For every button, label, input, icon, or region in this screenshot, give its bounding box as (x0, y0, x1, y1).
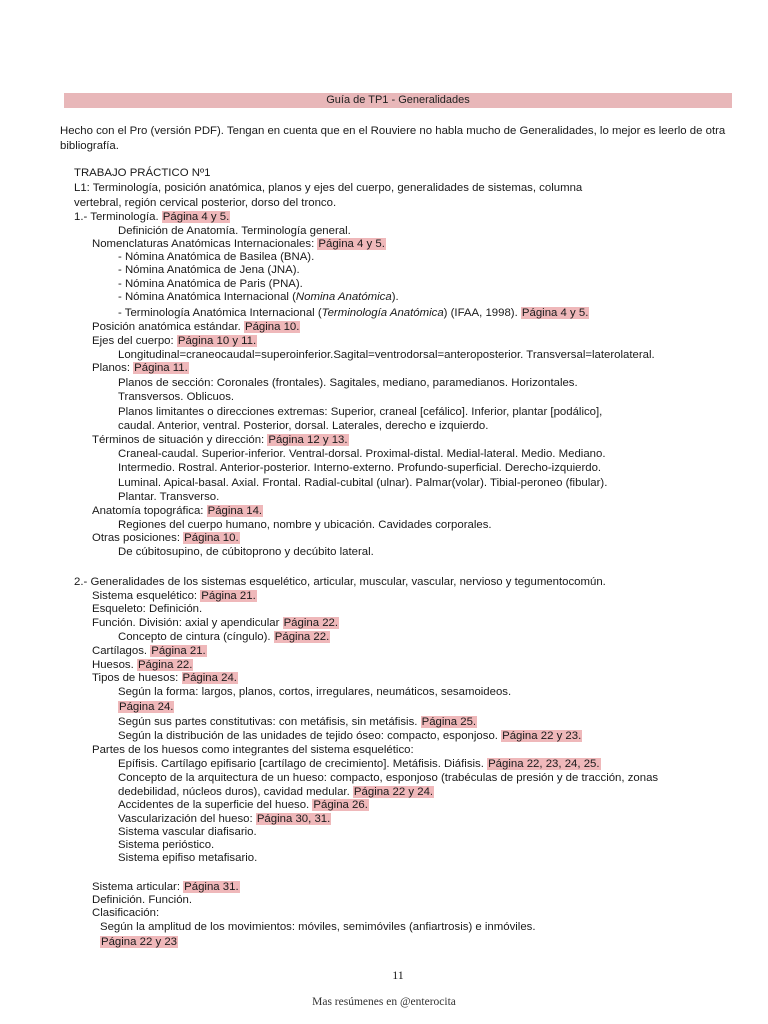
text-line (118, 825, 257, 839)
text-segment: Planos limitantes o direcciones extremas: Superior, craneal [cefálico]. Inferior, plantar [podálico], (118, 406, 603, 418)
text-segment: Epífisis. Cartílago epifisario [cartílago de crecimiento]. Metáfisis. Diáfisis. (118, 758, 488, 770)
text-line (118, 224, 351, 238)
text-line (92, 433, 349, 447)
text-line (74, 575, 606, 589)
text-line (92, 237, 386, 251)
page-reference-highlight: Página 4 y 5. (521, 307, 589, 319)
text-segment: Nomenclaturas Anatómicas Internacionales: (92, 238, 318, 250)
text-segment: Posición anatómica estándar. (92, 321, 244, 333)
text-line (92, 880, 240, 894)
text-segment: Tipos de huesos: (92, 672, 182, 684)
text-line (92, 602, 202, 616)
page-reference-highlight: Página 22 y 24. (353, 786, 434, 798)
text-line (118, 490, 219, 504)
page-reference-highlight: Página 10. (244, 321, 300, 333)
page-reference-highlight: Página 4 y 5. (162, 211, 230, 223)
page-reference-highlight: Página 21. (201, 590, 256, 602)
text-segment: Según sus partes constitutivas: con metáfisis, sin metáfisis. (118, 716, 421, 728)
page-reference-highlight: Página 31. (184, 881, 239, 893)
page-reference-highlight: Página 22. (274, 631, 330, 643)
text-line (92, 644, 207, 658)
text-segment: Craneal-caudal. Superior-inferior. Ventral-dorsal. Proximal-distal. Medial-lateral. Medio. Mediano. (118, 448, 606, 460)
text-line (92, 504, 263, 518)
text-segment: Anatomía topográfica: (92, 505, 207, 517)
page-reference-highlight: Página 22 y 23 (101, 936, 177, 948)
text-line (92, 658, 193, 672)
text-segment: Según la amplitud de los movimientos: móviles, semimóviles (anfiartrosis) e inmóviles. (100, 921, 536, 933)
intro-paragraph: Hecho con el Pro (versión PDF). Tengan en cuenta que en el Rouviere no habla mucho de Generalidades, lo mejor es leerlo de otra bibliografía. (60, 125, 726, 152)
page-reference-highlight: Página 22. (283, 617, 339, 629)
page-reference-highlight: Página 22. (137, 659, 193, 671)
text-line (118, 518, 492, 532)
text-segment: Sistema articular: (92, 881, 184, 893)
text-line (118, 348, 655, 362)
text-line (118, 798, 369, 812)
page-number: 11 (392, 968, 404, 982)
page-reference-highlight: Página 10 y 11. (177, 335, 257, 347)
text-segment: Longitudinal (118, 349, 180, 361)
page-reference-highlight: Página 4 y 5. (318, 238, 385, 250)
page-reference-highlight: Página 24. (119, 701, 174, 713)
text-line (118, 405, 602, 419)
text-segment: Definición de Anatomía. Terminología general. (118, 225, 351, 237)
page-reference-highlight: Página 26. (313, 799, 368, 811)
text-segment: Sistema esquelético: (92, 590, 201, 602)
text-segment: - Nómina Anatómica de Jena (JNA). (118, 264, 300, 276)
text-segment: =craneocaudal=superoinferior. (179, 349, 334, 361)
text-segment: Regiones del cuerpo humano, nombre y ubicación. Cavidades corporales. (118, 519, 492, 531)
text-line (92, 906, 159, 920)
text-segment: TRABAJO PRÁCTICO Nº1 (74, 167, 211, 179)
text-line (92, 616, 339, 630)
text-segment: - Terminología Anatómica Internacional ( (118, 307, 322, 319)
text-line (100, 935, 178, 949)
text-segment: De cúbitosupino, de cúbitoprono y decúbito lateral. (118, 546, 374, 558)
text-segment: Partes de los huesos como integrantes del sistema esquelético: (92, 744, 414, 756)
text-segment: vertebral, región cervical posterior, dorso del tronco. (74, 197, 337, 209)
text-line (118, 700, 174, 714)
text-segment: Sistema perióstico. (118, 839, 215, 851)
text-line (118, 306, 589, 320)
page-reference-highlight: Página 21. (151, 645, 206, 657)
text-segment: Cartílagos. (92, 645, 151, 657)
text-segment: Definición. Función. (92, 894, 193, 906)
text-segment: Plantar. Transverso. (118, 491, 220, 503)
text-segment: Según la distribución de las unidades de tejido óseo: compacto, esponjoso. (118, 730, 502, 742)
text-segment: Transversal (526, 349, 586, 361)
page-reference-highlight: Página 10. (184, 532, 239, 544)
text-segment: Sistema vascular diafisario. (118, 826, 257, 838)
document-header-bar: Guía de TP1 - Generalidades (64, 93, 732, 108)
text-segment: Otras posiciones: (92, 532, 184, 544)
text-segment: Planos de sección: Coronales (frontales). Sagitales, mediano, paramedianos. Horizontales. (118, 377, 578, 389)
page-reference-highlight: Página 22, 23, 24, 25. (488, 758, 600, 770)
footer-credit: Mas resúmenes en @enterocita (312, 996, 456, 1008)
page-reference-highlight: Página 12 y 13. (268, 434, 348, 446)
text-line (92, 671, 238, 685)
text-line (118, 715, 477, 729)
text-segment: Nomina Anatómica (295, 291, 392, 303)
text-segment: Intermedio. Rostral. Anterior-posterior. Interno-externo. Profundo-superficial. Derecho-izquierdo. (118, 462, 602, 474)
text-line (118, 476, 607, 490)
text-segment: Esqueleto: Definición. (92, 603, 203, 615)
text-segment: 1.- Terminología. (74, 211, 162, 223)
text-line (118, 771, 658, 785)
text-segment: - Nómina Anatómica de Basilea (BNA). (118, 251, 315, 263)
text-line (92, 361, 189, 375)
text-segment: Según la forma: largos, planos, cortos, irregulares, neumáticos, sesamoideos. (118, 686, 512, 698)
text-segment: 2.- Generalidades de los sistemas esquelético, articular, muscular, vascular, nervioso y tegumentocomún. (74, 576, 606, 588)
text-line (118, 461, 601, 475)
text-line (74, 210, 230, 224)
text-line (100, 920, 536, 934)
text-line (118, 630, 330, 644)
text-line (74, 181, 582, 195)
text-segment: caudal. Anterior, ventral. Posterior, dorsal. Laterales, derecho e izquierdo. (118, 420, 489, 432)
text-segment: - Nómina Anatómica Internacional ( (118, 291, 296, 303)
text-line (118, 447, 605, 461)
text-line (118, 838, 214, 852)
text-line (118, 685, 511, 699)
text-segment: Ejes del cuerpo: (92, 335, 177, 347)
text-segment: Términos de situación y dirección: (92, 434, 268, 446)
text-line (92, 893, 192, 907)
text-segment: Concepto de cintura (cíngulo). (118, 631, 274, 643)
text-segment: ) (IFAA, 1998). (443, 307, 521, 319)
text-segment: Función. División: axial y apendicular (92, 617, 283, 629)
text-segment: - Nómina Anatómica de Paris (PNA). (118, 278, 303, 290)
text-segment: Sistema epifiso metafisario. (118, 852, 258, 864)
text-line (92, 589, 257, 603)
text-line (118, 729, 582, 743)
text-line (118, 757, 601, 771)
text-line (118, 785, 434, 799)
text-line (118, 376, 578, 390)
text-line (92, 743, 414, 757)
text-segment: Terminología Anatómica (321, 307, 444, 319)
text-segment: Vascularización del hueso: (118, 813, 256, 825)
page-reference-highlight: Página 22 y 23. (502, 730, 582, 742)
text-line (118, 390, 234, 404)
text-segment: ). (391, 291, 399, 303)
text-line (92, 320, 300, 334)
text-segment: Planos: (92, 362, 134, 374)
text-line (74, 196, 336, 210)
page-reference-highlight: Página 14. (207, 505, 263, 517)
page-reference-highlight: Página 25. (421, 716, 477, 728)
text-segment: dedebilidad, núcleos duros), cavidad medular. (118, 786, 353, 798)
page-reference-highlight: Página 30, 31. (256, 813, 331, 825)
text-line (118, 277, 303, 291)
page-reference-highlight: Página 11. (134, 362, 188, 374)
text-segment: Huesos. (92, 659, 137, 671)
text-segment: L1: Terminología, posición anatómica, planos y ejes del cuerpo, generalidades de sistemas, columna (74, 182, 583, 194)
text-segment: Clasificación: (92, 907, 160, 919)
text-line (118, 263, 300, 277)
text-segment: Accidentes de la superficie del hueso. (118, 799, 313, 811)
text-line (118, 250, 314, 264)
page-reference-highlight: Página 24. (182, 672, 237, 684)
text-segment: Transversos. Oblicuos. (118, 391, 235, 403)
text-line (118, 419, 488, 433)
text-segment: Concepto de la arquitectura de un hueso: compacto, esponjoso (trabéculas de presión y de tracción, zonas (118, 772, 659, 784)
text-line (118, 812, 331, 826)
text-line (74, 166, 210, 180)
text-segment: Luminal. Apical-basal. Axial. Frontal. Radial-cubital (ulnar). Palmar(volar). Tibial-peroneo (fibular). (118, 477, 608, 489)
text-segment: =laterolateral. (585, 349, 655, 361)
text-segment: Sagital (333, 349, 369, 361)
text-segment: =ventrodorsal=anteroposterior. (368, 349, 527, 361)
text-line (92, 531, 240, 545)
text-line (118, 290, 399, 304)
text-line (118, 545, 374, 559)
text-line (92, 334, 257, 348)
text-line (118, 851, 257, 865)
